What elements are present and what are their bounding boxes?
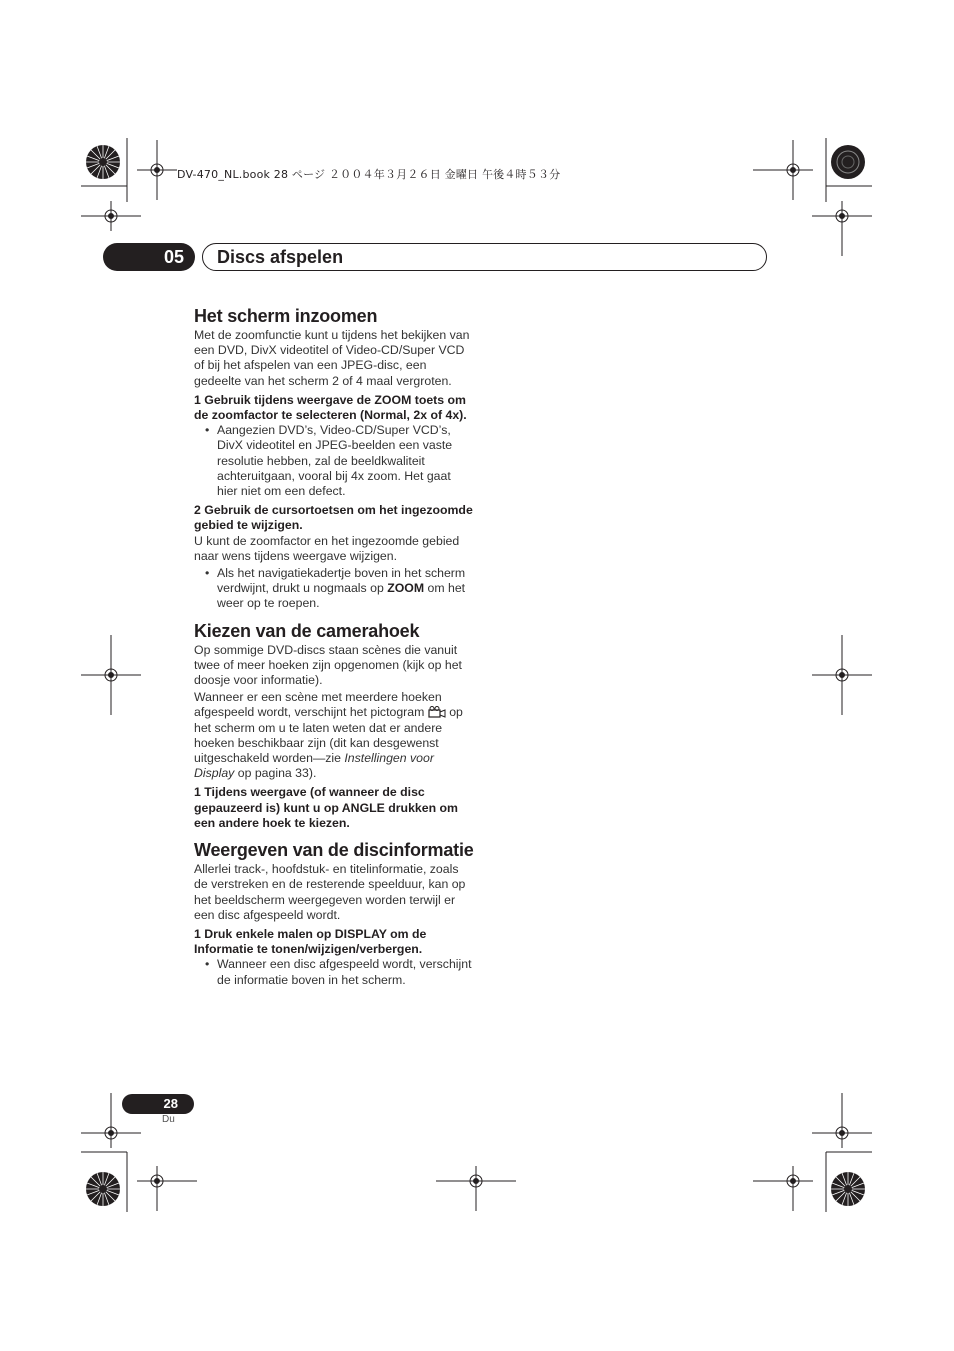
zoom-key-label: ZOOM [387, 581, 425, 596]
info-step-1: 1 Druk enkele malen op DISPLAY om de Informatie te tonen/wijzigen/verbergen. [194, 926, 427, 957]
bullet-symbol: • [205, 423, 210, 438]
zoom-step-2-text: U kunt de zoomfactor en het ingezoomde gebied naar wens tijdens weergave wijzigen. [194, 533, 460, 563]
content-column [194, 305, 474, 988]
angle-para-2: Wanneer er een scène met meerdere hoeken afgespeeld wordt, verschijnt het pictogram op het scherm om u te laten weten dat er andere hoeken beschikbaar zijn (dit kan desgewenst uitgeschakeld worden—zie Instellingen voor Display op pagina 33). [194, 690, 463, 781]
info-bullet-1: • Wanneer een disc afgespeeld wordt, verschijnt de informatie boven in het scherm. [205, 957, 472, 987]
bullet-symbol: • [205, 566, 210, 581]
settings-reference: Instellingen voor Display [194, 751, 434, 781]
angle-intro: Op sommige DVD-discs staan scènes die vanuit twee of meer hoeken zijn opgenomen (kijk op het doosje voor informatie). [194, 642, 462, 688]
zoom-intro: Met de zoomfunctie kunt u tijdens het bekijken van een DVD, DivX videotitel of Video-CD/Super VCD of bij het afspelen van een JPEG-disc, een gedeelte van het scherm 2 of 4 maal vergroten. [194, 328, 470, 388]
print-info-line: DV-470_NL.book 28 ページ ２００４年３月２６日 金曜日 午後４時５３分 [177, 168, 561, 181]
radial-target-icon [831, 145, 865, 179]
page-language: Du [162, 1114, 175, 1125]
section-heading-zoom: Het scherm inzoomen [194, 306, 378, 326]
zoom-bullet-2: • Als het navigatiekadertje boven in het scherm verdwijnt, drukt u nogmaals op ZOOM om het weer op te roepen. [205, 566, 466, 611]
chapter-number-badge: 05 [103, 243, 195, 271]
radial-target-icon [86, 145, 120, 179]
radial-target-icon [86, 1172, 120, 1206]
page-number-badge: 28 [122, 1094, 194, 1114]
chapter-title: Discs afspelen [202, 243, 767, 271]
section-heading-info: Weergeven van de discinformatie [194, 840, 474, 861]
zoom-bullet-1: • Aangezien DVD’s, Video-CD/Super VCD’s, DivX videotitel en JPEG-beelden een vaste resolutie hebben, zal de beeldkwaliteit achteruitgaan, vooral bij 4x zoom. Het gaat hier niet om een defect. [205, 423, 453, 499]
angle-step-1: 1 Tijdens weergave (of wanneer de disc gepauzeerd is) kunt u op ANGLE drukken om een andere hoek te kiezen. [194, 785, 458, 830]
zoom-step-1: 1 Gebruik tijdens weergave de ZOOM toets om de zoomfactor te selecteren (Normal, 2x of 4x). [194, 392, 467, 423]
zoom-step-2: 2 Gebruik de cursortoetsen om het ingezoomde gebied te wijzigen. [194, 503, 473, 533]
bullet-symbol: • [205, 957, 210, 972]
info-intro: Allerlei track-, hoofdstuk- en titelinformatie, zoals de verstreken en de resterende speelduur, kan op het beeldscherm weergegeven worden terwijl er een disc afgespeeld wordt. [194, 862, 466, 922]
radial-target-icon [831, 1172, 865, 1206]
camera-angle-icon [428, 706, 446, 718]
section-heading-angle: Kiezen van de camerahoek [194, 620, 420, 641]
